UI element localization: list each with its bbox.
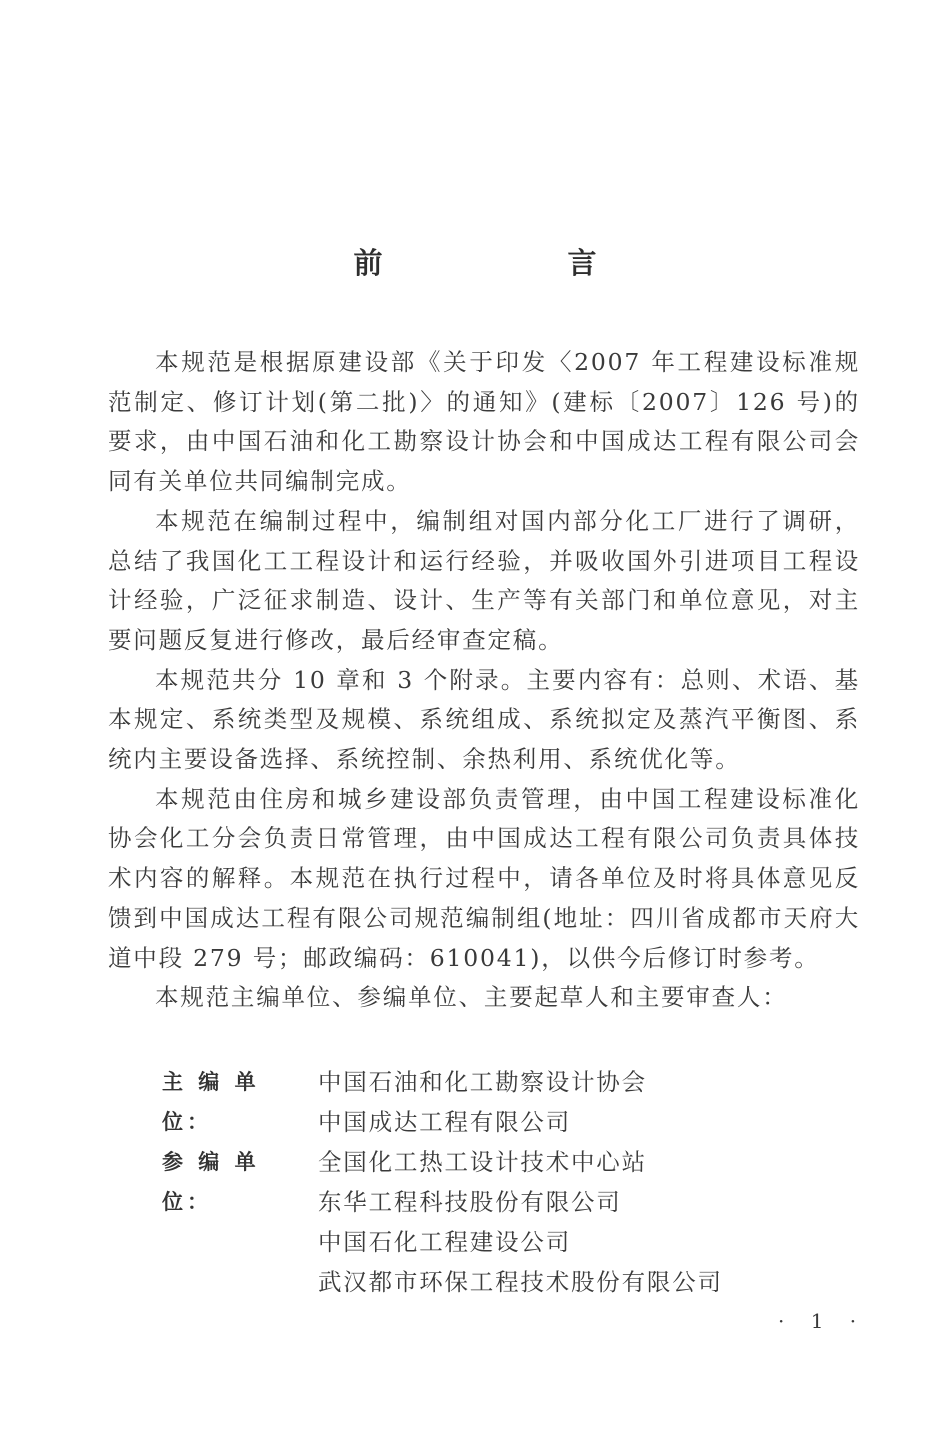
unit-name: 中国石油和化工勘察设计协会 [318, 1068, 647, 1096]
participating-units-group [162, 1142, 723, 1302]
unit-name: 武汉都市环保工程技术股份有限公司 [318, 1268, 723, 1296]
participating-units-label: 参 编 单 位： [162, 1150, 260, 1214]
unit-name: 中国石化工程建设公司 [318, 1228, 571, 1256]
participating-units-list [318, 1142, 723, 1302]
preface-paragraph: 本规范共分 10 章和 3 个附录。主要内容有：总则、术语、基本规定、系统类型及规模、系统组成、系统拟定及蒸汽平衡图、系统内主要设备选择、系统控制、余热利用、系统优化等。 [108, 665, 860, 774]
preface-paragraph: 本规范在编制过程中，编制组对国内部分化工厂进行了调研，总结了我国化工工程设计和运行经验，并吸收国外引进项目工程设计经验，广泛征求制造、设计、生产等有关部门和单位意见，对主要问题反复进行修改，最后经审查定稿。 [108, 506, 860, 654]
chief-units-label: 主 编 单 位： [162, 1070, 260, 1134]
unit-name: 中国成达工程有限公司 [318, 1108, 571, 1136]
unit-name: 全国化工热工设计技术中心站 [318, 1148, 647, 1176]
chief-units-group [162, 1062, 723, 1142]
preface-paragraph: 本规范由住房和城乡建设部负责管理，由中国工程建设标准化协会化工分会负责日常管理，由中国成达工程有限公司负责具体技术内容的解释。本规范在执行过程中，请各单位及时将具体意见反馈到中国成达工程有限公司规范编制组(地址：四川省成都市天府大道中段 279 号；邮政编码：610041)，以供今后修订时参考。 [108, 784, 860, 972]
compiling-units [162, 1062, 723, 1302]
page-number: · 1 · [778, 1309, 867, 1333]
preface-paragraph: 本规范是根据原建设部《关于印发〈2007 年工程建设标准规范制定、修订计划(第二批)〉的通知》(建标〔2007〕126 号)的要求，由中国石油和化工勘察设计协会和中国成达工程有限公司会同有关单位共同编制完成。 [108, 348, 860, 496]
chief-units-list [318, 1062, 647, 1142]
unit-name: 东华工程科技股份有限公司 [318, 1188, 622, 1216]
page-title: 前 言 [353, 246, 675, 281]
preface-body [108, 343, 860, 1018]
preface-paragraph: 本规范主编单位、参编单位、主要起草人和主要审查人： [155, 983, 788, 1012]
